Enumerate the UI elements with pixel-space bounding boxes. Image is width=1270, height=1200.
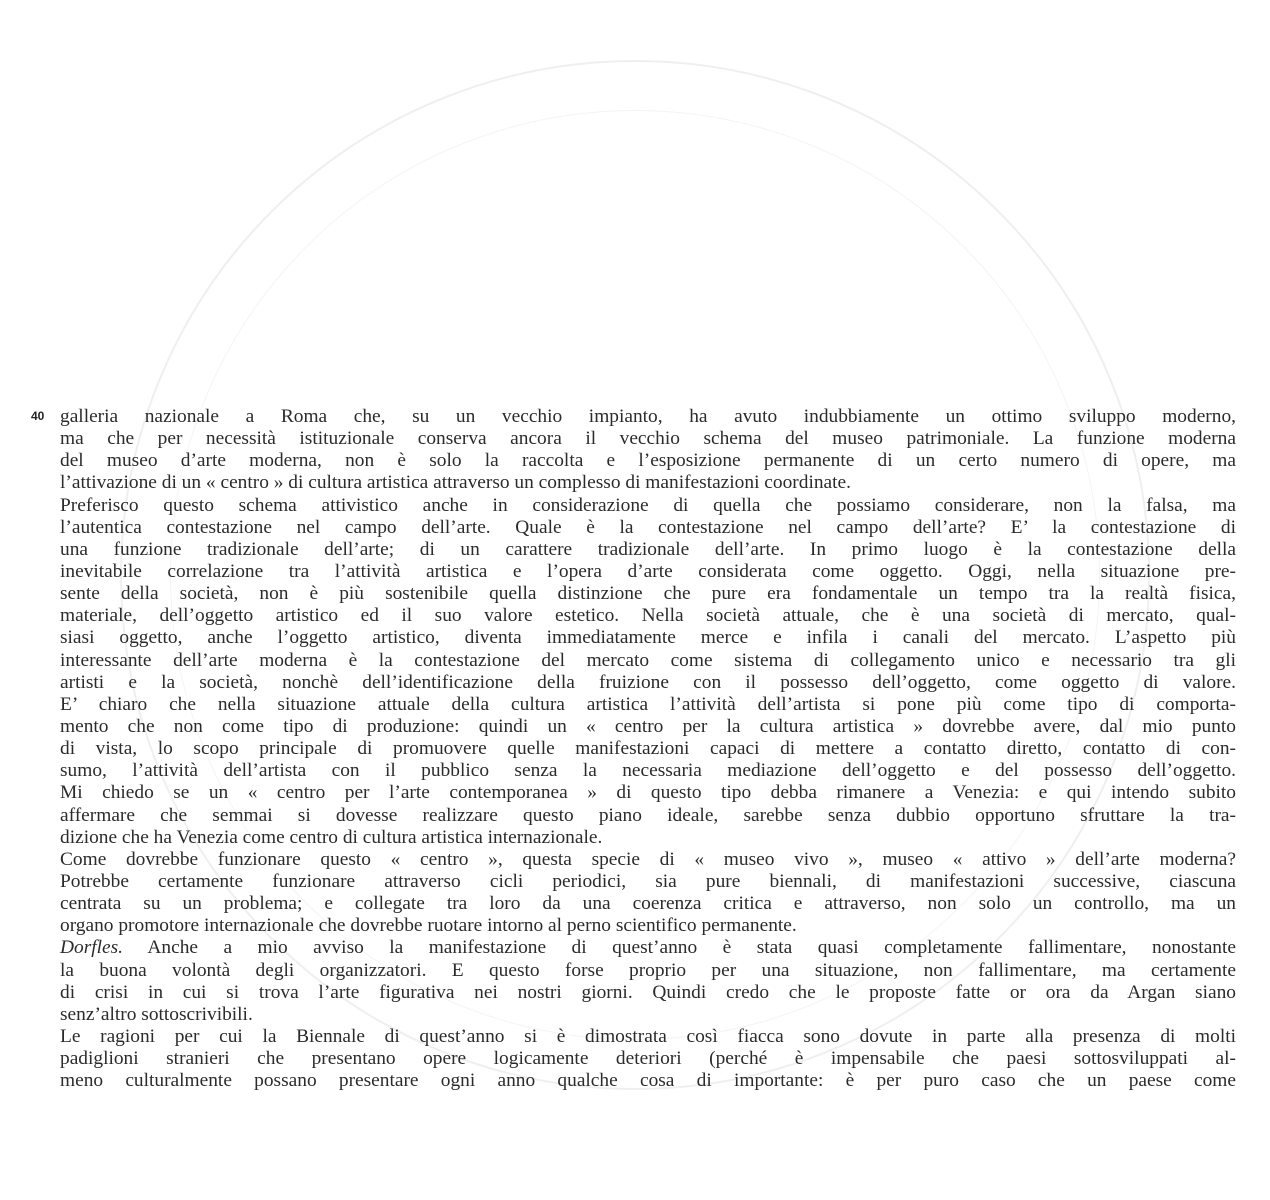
text-line: l’attivazione di un « centro » di cultura artistica attraverso un complesso di manifestazioni coordinate.	[60, 472, 851, 494]
page-number: 40	[31, 409, 45, 423]
text-line: artisti e la società, nonchè dell’identificazione della fruizione con il possesso dell’oggetto, come oggetto di valore.	[60, 671, 1236, 693]
text-line: centrata su un problema; e collegate tra loro da una coerenza critica e attraverso, non solo un controllo, ma un	[60, 893, 1236, 915]
paragraph	[60, 694, 1236, 783]
paragraph	[60, 1026, 1236, 1092]
text-line: dizione che ha Venezia come centro di cultura artistica internazionale.	[60, 826, 603, 848]
text-line: organo promotore internazionale che dovrebbe ruotare intorno al perno scientifico permanente.	[60, 915, 797, 937]
text-line-content: Anche a mio avviso la manifestazione di quest’anno è stata quasi completamente fallimentare, nonostante	[123, 937, 1236, 959]
text-line: l’autentica contestazione nel campo dell’arte. Quale è la contestazione nel campo dell’arte? E’ la contestazione di	[60, 516, 1236, 538]
text-line: Mi chiedo se un « centro per l’arte contemporanea » di questo tipo debba rimanere a Venezia: e qui intendo subito	[60, 782, 1236, 804]
text-line: galleria nazionale a Roma che, su un vecchio impianto, ha avuto indubbiamente un ottimo sviluppo moderno,	[60, 406, 1236, 427]
text-line: meno culturalmente possano presentare ogni anno qualche cosa di importante: è per puro caso che un paese come	[60, 1070, 1236, 1092]
text-line	[60, 937, 1236, 959]
text-line: del museo d’arte moderna, non è solo la raccolta e l’esposizione permanente di un certo numero di opere, ma	[60, 450, 1236, 472]
text-line: materiale, dell’oggetto artistico ed il suo valore estetico. Nella società attuale, che è una società di mercato, qual-	[60, 605, 1236, 627]
text-line: Le ragioni per cui la Biennale di quest’anno si è dimostrata così fiacca sono dovute in parte alla presenza di molti	[60, 1025, 1236, 1047]
text-line: affermare che semmai si dovesse realizzare questo piano ideale, sarebbe senza dubbio opportuno sfruttare la tra-	[60, 804, 1236, 826]
speaker-name: Dorfles.	[60, 937, 124, 959]
paragraph	[60, 937, 1236, 1026]
text-line: di crisi in cui si trova l’arte figurativa nei nostri giorni. Quindi credo che le proposte fatte or ora da Argan siano	[60, 981, 1236, 1003]
paragraph	[60, 849, 1236, 938]
text-line: siasi oggetto, anche l’oggetto artistico, diventa immediatamente merce e infila i canali del mercato. L’aspetto più	[60, 627, 1236, 649]
text-line: una funzione tradizionale dell’arte; di un carattere tradizionale dell’arte. In primo luogo è la contestazione della	[60, 538, 1236, 560]
paragraph	[60, 406, 1236, 495]
text-line: Come dovrebbe funzionare questo « centro », questa specie di « museo vivo », museo « attivo » dell’arte moderna?	[60, 848, 1236, 870]
paragraph	[60, 495, 1236, 694]
text-line: Preferisco questo schema attivistico anche in considerazione di quella che possiamo considerare, non la falsa, ma	[60, 494, 1236, 516]
text-line: Potrebbe certamente funzionare attraverso cicli periodici, sia pure biennali, di manifestazioni successive, ciascuna	[60, 870, 1236, 892]
text-line: senz’altro sottoscrivibili.	[60, 1003, 253, 1025]
text-line: ma che per necessità istituzionale conserva ancora il vecchio schema del museo patrimoniale. La funzione moderna	[60, 428, 1236, 450]
text-line: padiglioni stranieri che presentano opere logicamente deteriori (perché è impensabile che paesi sottosviluppati al-	[60, 1048, 1236, 1070]
body-text	[60, 406, 1236, 1092]
text-line: la buona volontà degli organizzatori. E questo forse proprio per una situazione, non fallimentare, ma certamente	[60, 959, 1236, 981]
text-line: sumo, l’attività dell’artista con il pubblico senza la necessaria mediazione dell’oggetto e del possesso dell’oggetto.	[60, 760, 1236, 782]
text-line: sente della società, non è più sostenibile quella distinzione che pure era fondamentale un tempo tra la realtà fisica,	[60, 583, 1236, 605]
text-line: mento che non come tipo di produzione: quindi un « centro per la cultura artistica » dovrebbe avere, dal mio punto	[60, 715, 1236, 737]
text-line: inevitabile correlazione tra l’attività artistica e l’opera d’arte considerata come oggetto. Oggi, nella situazione pre-	[60, 560, 1236, 582]
text-line: E’ chiaro che nella situazione attuale della cultura artistica l’attività dell’artista si pone più come tipo di comporta-	[60, 693, 1236, 715]
text-line: interessante dell’arte moderna è la contestazione del mercato come sistema di collegamento unico e necessario tra gli	[60, 649, 1236, 671]
text-line: di vista, lo scopo principale di promuovere quelle manifestazioni capaci di mettere a contatto diretto, contatto di con-	[60, 738, 1236, 760]
paragraph	[60, 782, 1236, 848]
